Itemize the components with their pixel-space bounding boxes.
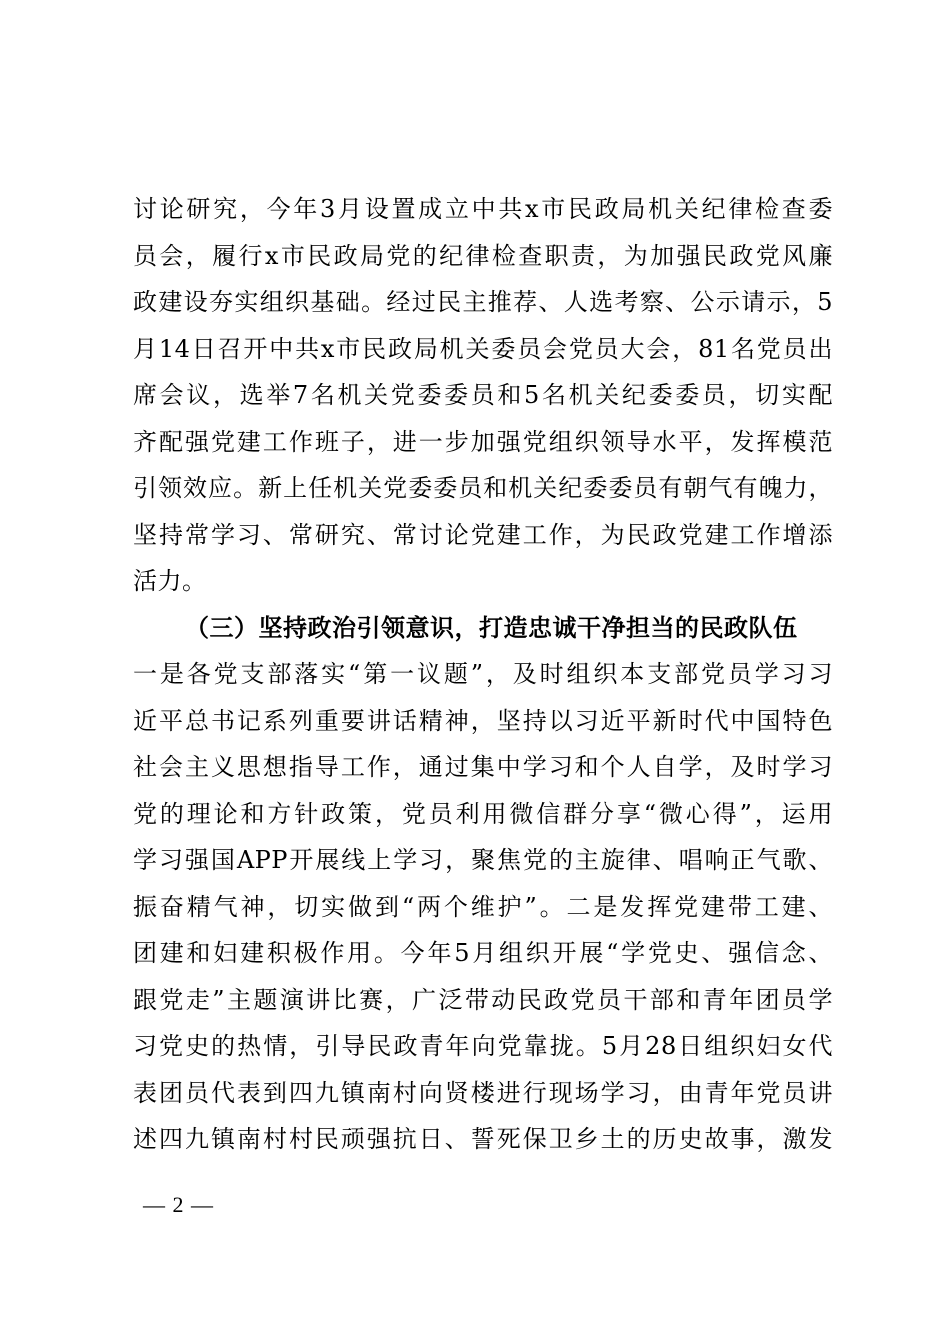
body-text [133,186,833,1163]
text-line: 月14日召开中共x市民政局机关委员会党员大会，81名党员出 [133,334,833,363]
text-line: 一是各党支部落实“第一议题”，及时组织本支部党员学习习 [133,660,833,688]
text-line: 活力。 [133,567,207,595]
section-heading: （三）坚持政治引领意识，打造忠诚干净担当的民政队伍 [185,612,798,642]
text-line: 团建和妇建积极作用。今年5月组织开展“学党史、强信念、 [133,939,833,967]
text-line: 近平总书记系列重要讲话精神，坚持以习近平新时代中国特色 [133,706,833,735]
text-line: 社会主义思想指导工作，通过集中学习和个人自学，及时学习 [133,753,833,781]
text-line: 跟党走”主题演讲比赛，广泛带动民政党员干部和青年团员学 [133,985,833,1014]
text-line: 政建设夯实组织基础。经过民主推荐、人选考察、公示请示，5 [133,288,833,316]
text-line: 员会，履行x市民政局党的纪律检查职责，为加强民政党风廉 [133,241,833,270]
text-line: 习党史的热情，引导民政青年向党靠拢。5月28日组织妇女代 [133,1032,833,1060]
text-line: 学习强国APP开展线上学习，聚焦党的主旋律、唱响正气歌、 [133,846,833,874]
text-line: 表团员代表到四九镇南村向贤楼进行现场学习，由青年党员讲 [133,1078,833,1107]
text-line: 齐配强党建工作班子，进一步加强党组织领导水平，发挥模范 [133,427,833,456]
text-line: 讨论研究，今年3月设置成立中共x市民政局机关纪律检查委 [133,195,833,223]
page-number: — 2 — [143,1192,214,1217]
text-line: 党的理论和方针政策，党员利用微信群分享“微心得”，运用 [133,799,833,828]
text-line: 述四九镇南村村民顽强抗日、誓死保卫乡土的历史故事，激发 [133,1125,833,1153]
text-line: 振奋精气神，切实做到“两个维护”。二是发挥党建带工建、 [133,892,833,921]
text-line: 引领效应。新上任机关党委委员和机关纪委委员有朝气有魄力， [133,474,833,502]
text-line: 坚持常学习、常研究、常讨论党建工作，为民政党建工作增添 [133,520,833,549]
text-line: 席会议，选举7名机关党委委员和5名机关纪委委员，切实配 [133,381,833,409]
